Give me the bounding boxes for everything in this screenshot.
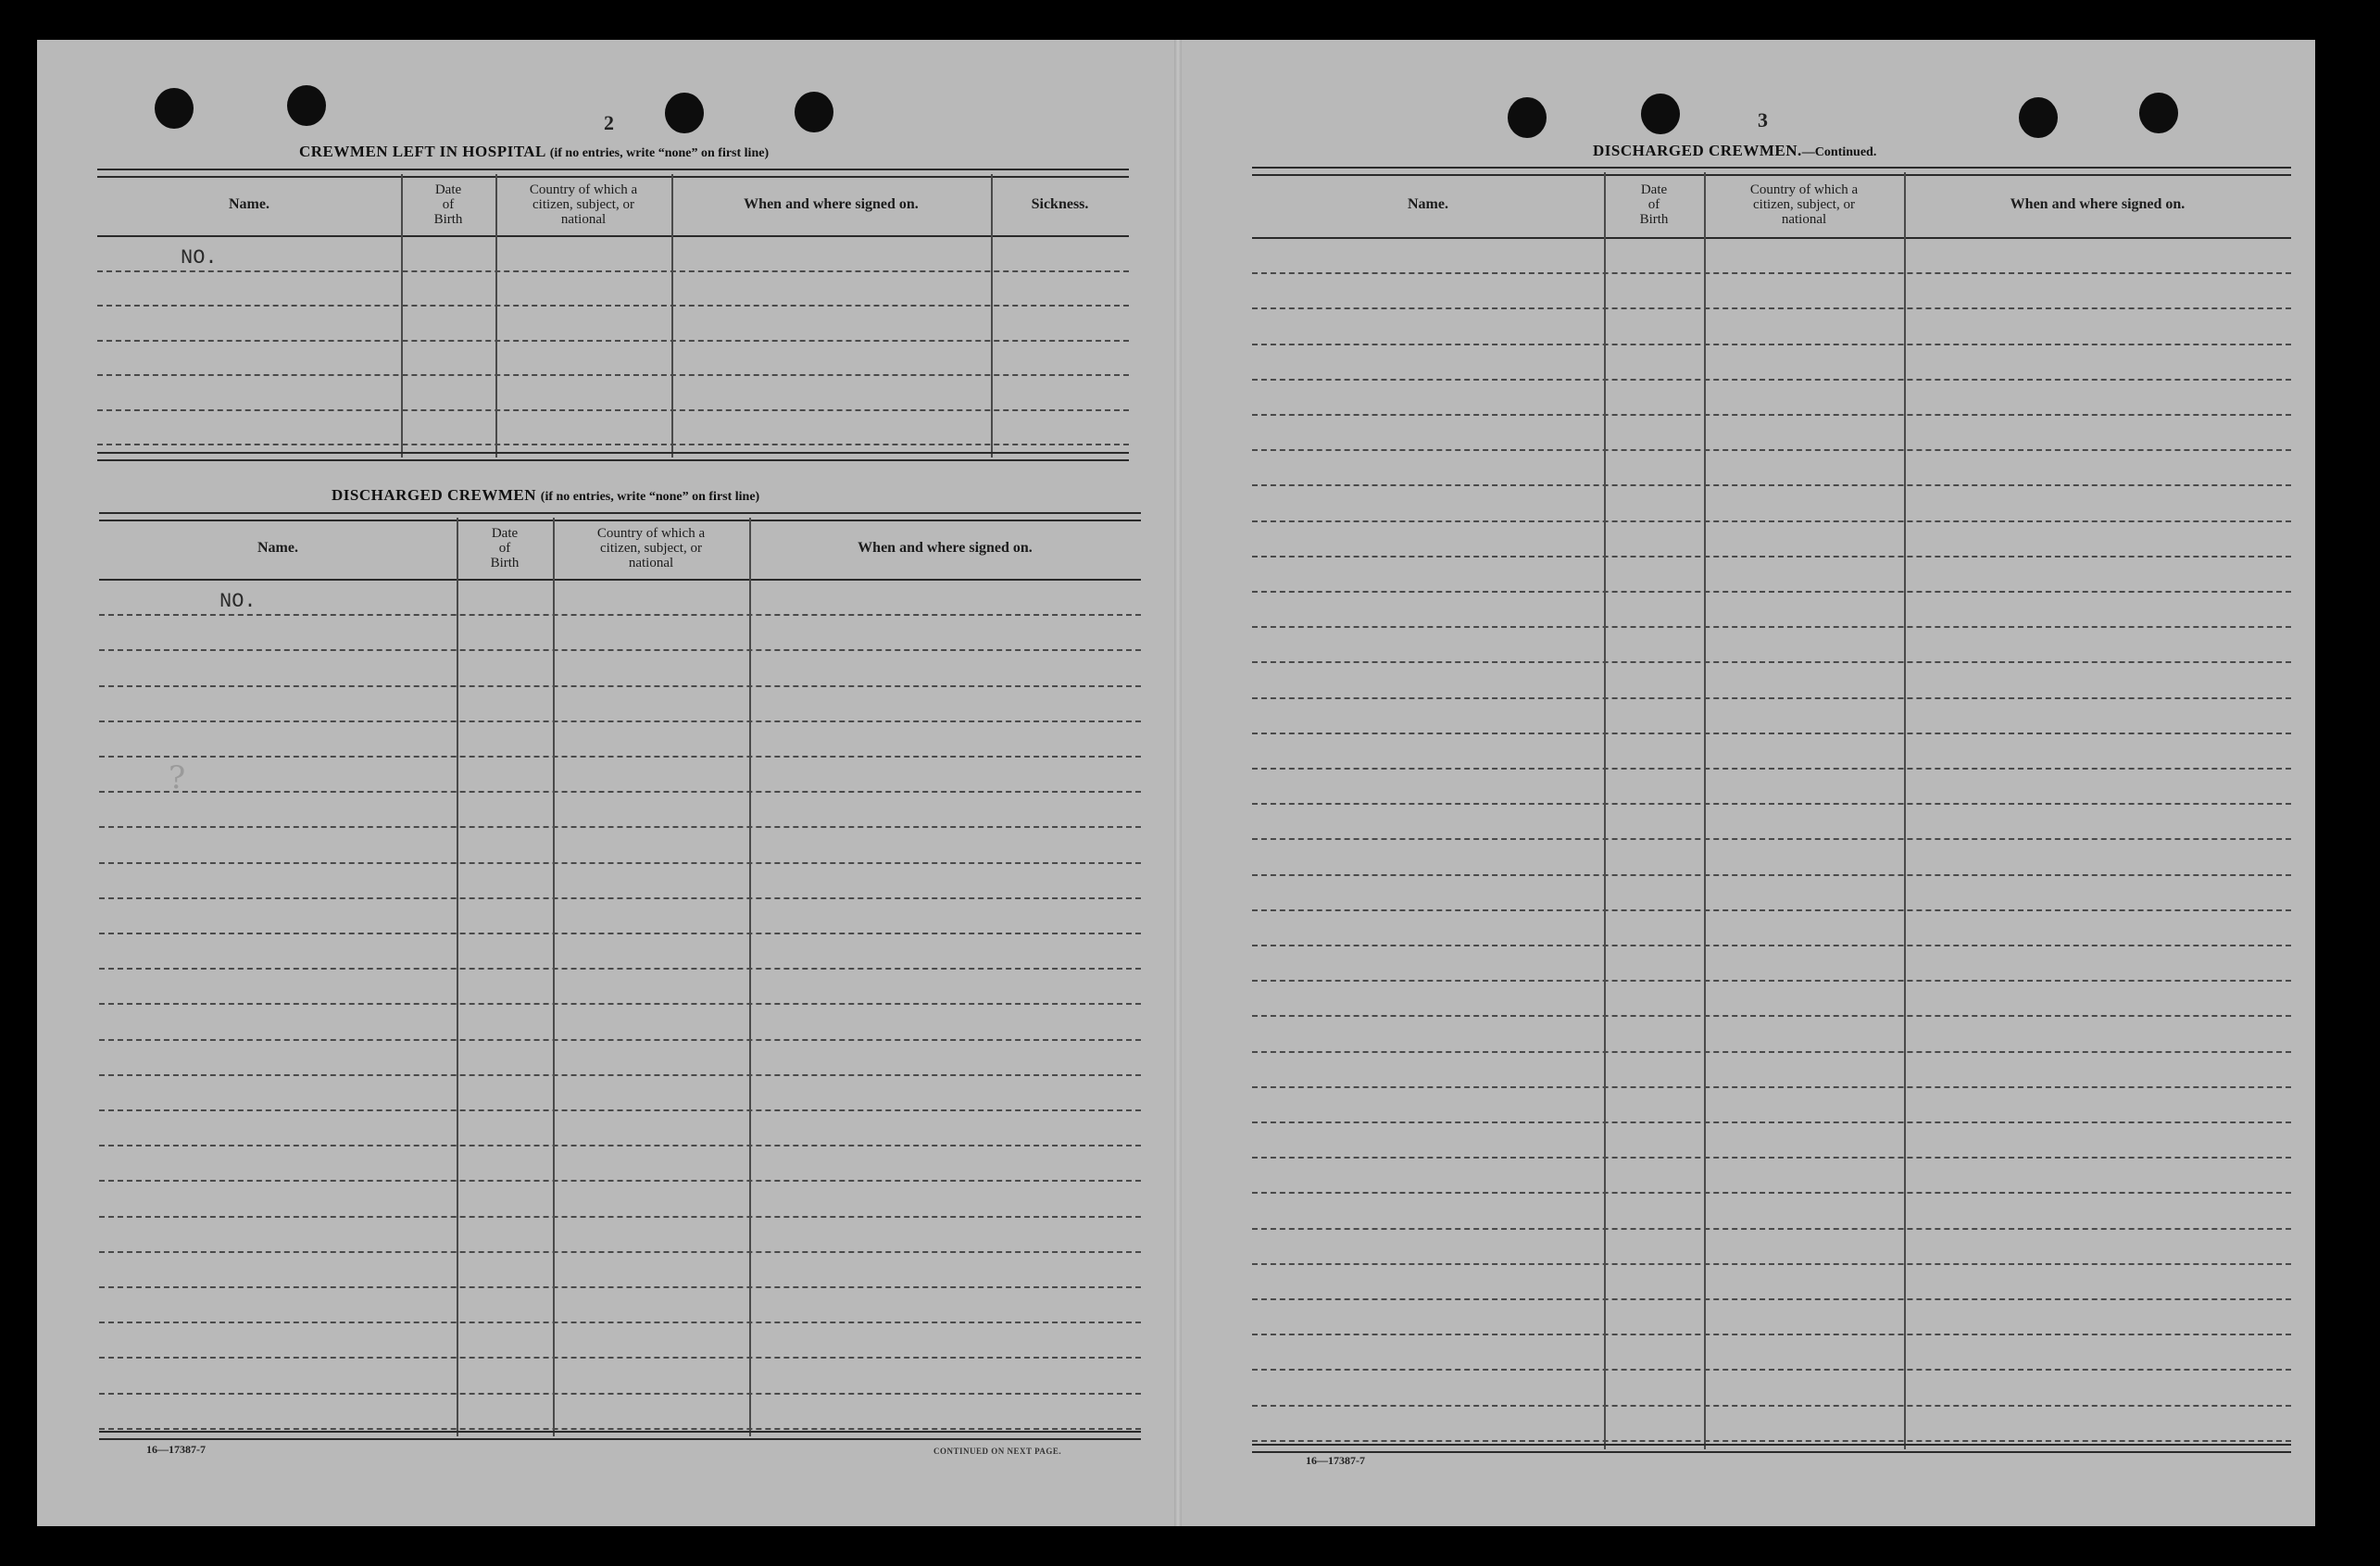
column-header-4: Sickness. (1031, 196, 1089, 212)
continued-subtitle-text: —Continued. (1801, 145, 1877, 159)
column-divider (1904, 172, 1906, 1449)
ruled-line (1252, 272, 2291, 274)
discharged-title-text: DISCHARGED CREWMEN (332, 486, 537, 504)
punch-hole (1508, 97, 1547, 138)
discharged-table (99, 512, 1141, 1436)
ruled-line (1252, 626, 2291, 628)
punch-hole (665, 93, 704, 133)
ruled-line (1252, 733, 2291, 734)
discharged-subtitle-text: (if no entries, write “none” on first line) (540, 490, 760, 504)
page-number-left: 2 (604, 111, 614, 134)
ruled-line (1252, 556, 2291, 557)
ruled-line (99, 1357, 1141, 1359)
hospital-title-text: CREWMEN LEFT IN HOSPITAL (299, 143, 545, 160)
hospital-subtitle-text: (if no entries, write “none” on first line) (549, 146, 770, 160)
ruled-line (1252, 379, 2291, 381)
ruled-line (99, 1109, 1141, 1111)
ruled-line (1252, 909, 2291, 911)
ruled-line (1252, 661, 2291, 663)
column-divider (1704, 172, 1706, 1449)
ruled-line (97, 374, 1129, 376)
ruled-line (99, 862, 1141, 864)
ruled-line (97, 409, 1129, 411)
column-divider (553, 518, 555, 1436)
column-header-1: Date of Birth (490, 526, 520, 570)
ruled-line (1252, 803, 2291, 805)
column-header-2: Country of which a citizen, subject, or national (529, 182, 638, 227)
form-number-right: 16—17387-7 (1306, 1454, 1365, 1467)
ruled-line (99, 1180, 1141, 1182)
ruled-line (1252, 768, 2291, 770)
column-divider (671, 174, 673, 457)
ruled-line (99, 933, 1141, 934)
ruled-line (99, 791, 1141, 793)
column-header-3: When and where signed on. (744, 196, 919, 212)
continued-note: CONTINUED ON NEXT PAGE. (933, 1447, 1062, 1456)
ruled-line (1252, 1263, 2291, 1265)
ruled-line (99, 1322, 1141, 1323)
pencil-smudge: ? (169, 759, 186, 796)
ruled-line (99, 1145, 1141, 1146)
punch-hole (287, 85, 326, 126)
ruled-line (99, 968, 1141, 970)
ruled-line (99, 1428, 1141, 1430)
ruled-line (99, 614, 1141, 616)
column-divider (401, 174, 403, 457)
ruled-line (1252, 697, 2291, 699)
punch-hole (1641, 94, 1680, 134)
ruled-line (97, 444, 1129, 445)
table-bottom-rule (1252, 1444, 2291, 1453)
ruled-line (1252, 1192, 2291, 1194)
ruled-line (99, 1074, 1141, 1076)
ruled-line (1252, 520, 2291, 522)
ruled-line (1252, 1334, 2291, 1335)
ruled-line (99, 1251, 1141, 1253)
column-divider (495, 174, 497, 457)
column-header-3: When and where signed on. (858, 540, 1033, 556)
column-header-3: When and where signed on. (2010, 196, 2186, 212)
column-header-0: Name. (229, 196, 269, 212)
ruled-line (1252, 307, 2291, 309)
table-bottom-rule (99, 1431, 1141, 1440)
form-number-left: 16—17387-7 (146, 1443, 206, 1456)
ruled-line (1252, 414, 2291, 416)
punch-hole (2019, 97, 2058, 138)
column-header-0: Name. (257, 540, 298, 556)
name-entry: NO. (219, 590, 257, 613)
discharged-continued-text: DISCHARGED CREWMEN. (1593, 142, 1802, 159)
ruled-line (1252, 1298, 2291, 1300)
column-divider (1604, 172, 1606, 1449)
column-header-1: Date of Birth (1639, 182, 1669, 227)
header-rule (97, 235, 1129, 237)
ruled-line (99, 720, 1141, 722)
punch-hole (795, 92, 833, 132)
ruled-line (97, 305, 1129, 307)
column-header-2: Country of which a citizen, subject, or national (1749, 182, 1859, 227)
column-divider (457, 518, 458, 1436)
ruled-line (1252, 1157, 2291, 1159)
discharged-section-title (332, 486, 759, 505)
ruled-line (1252, 484, 2291, 486)
ruled-line (99, 1003, 1141, 1005)
header-rule (1252, 237, 2291, 239)
ruled-line (1252, 1369, 2291, 1371)
ruled-line (1252, 1051, 2291, 1053)
ruled-line (1252, 838, 2291, 840)
ruled-line (99, 826, 1141, 828)
ruled-line (99, 1216, 1141, 1218)
ruled-line (1252, 344, 2291, 345)
table-bottom-rule (97, 452, 1129, 461)
column-divider (749, 518, 751, 1436)
column-header-2: Country of which a citizen, subject, or national (596, 526, 706, 570)
ruled-line (1252, 1440, 2291, 1442)
ruled-line (99, 649, 1141, 651)
name-entry: NO. (181, 246, 218, 269)
ruled-line (99, 685, 1141, 687)
ruled-line (1252, 449, 2291, 451)
ruled-line (1252, 1086, 2291, 1088)
page-fold (1174, 40, 1182, 1526)
ruled-line (97, 340, 1129, 342)
page-number-right: 3 (1758, 108, 1768, 132)
ruled-line (1252, 1405, 2291, 1407)
column-header-1: Date of Birth (433, 182, 463, 227)
discharged-continued-title (1593, 142, 1876, 160)
ruled-line (1252, 591, 2291, 593)
ruled-line (99, 897, 1141, 899)
ruled-line (1252, 1228, 2291, 1230)
header-rule (99, 579, 1141, 581)
ruled-line (1252, 874, 2291, 876)
ruled-line (1252, 980, 2291, 982)
discharged-continued-table (1252, 167, 2291, 1449)
column-divider (991, 174, 993, 457)
punch-hole (155, 88, 194, 129)
hospital-section-title (299, 143, 769, 161)
ruled-line (1252, 1121, 2291, 1123)
ruled-line (97, 270, 1129, 272)
ruled-line (99, 1039, 1141, 1041)
column-header-0: Name. (1408, 196, 1448, 212)
ruled-line (99, 1393, 1141, 1395)
ruled-line (99, 1286, 1141, 1288)
hospital-table (97, 169, 1129, 457)
ruled-line (1252, 1015, 2291, 1017)
ruled-line (99, 756, 1141, 758)
punch-hole (2139, 93, 2178, 133)
ruled-line (1252, 945, 2291, 946)
